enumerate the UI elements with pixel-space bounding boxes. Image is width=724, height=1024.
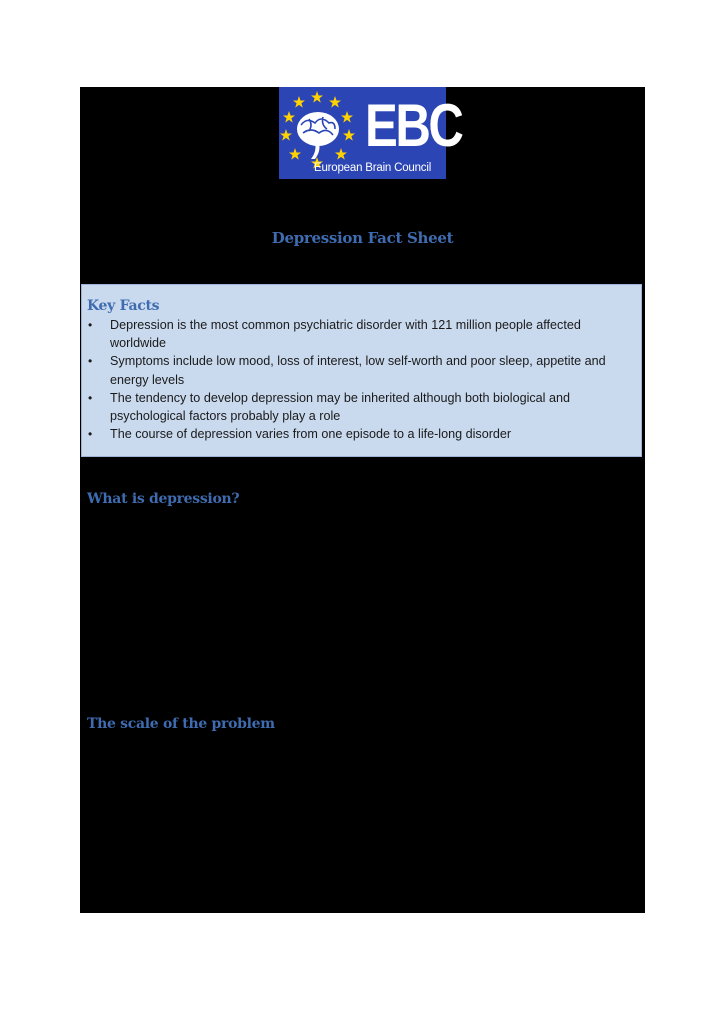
list-item [86, 316, 631, 352]
key-facts-list [86, 316, 631, 443]
list-item-text: Symptoms include low mood, loss of interest, low self-worth and poor sleep, appetite and energy levels [110, 354, 606, 387]
list-item [86, 425, 631, 443]
section-heading-what-is-depression: What is depression? [87, 491, 240, 507]
list-item [86, 352, 631, 388]
section-heading-scale: The scale of the problem [87, 716, 275, 732]
list-item-text: Depression is the most common psychiatric disorder with 121 million people affected worldwide [110, 318, 581, 351]
bullet-icon: • [88, 390, 93, 405]
bullet-icon: • [88, 427, 93, 442]
ebc-logo [279, 87, 462, 179]
logo-letters: EBC [365, 92, 462, 159]
bullet-icon: • [88, 354, 93, 369]
page-title: Depression Fact Sheet [271, 229, 454, 247]
brain-icon [297, 112, 339, 159]
key-facts-heading: Key Facts [87, 298, 160, 314]
list-item-text: The course of depression varies from one episode to a life-long disorder [110, 427, 512, 442]
list-item [86, 389, 631, 425]
list-item-text: The tendency to develop depression may be inherited although both biological and psychological factors probably play a role [110, 390, 570, 424]
bullet-icon: • [88, 318, 93, 332]
logo-subtitle: European Brain Council [314, 162, 432, 174]
